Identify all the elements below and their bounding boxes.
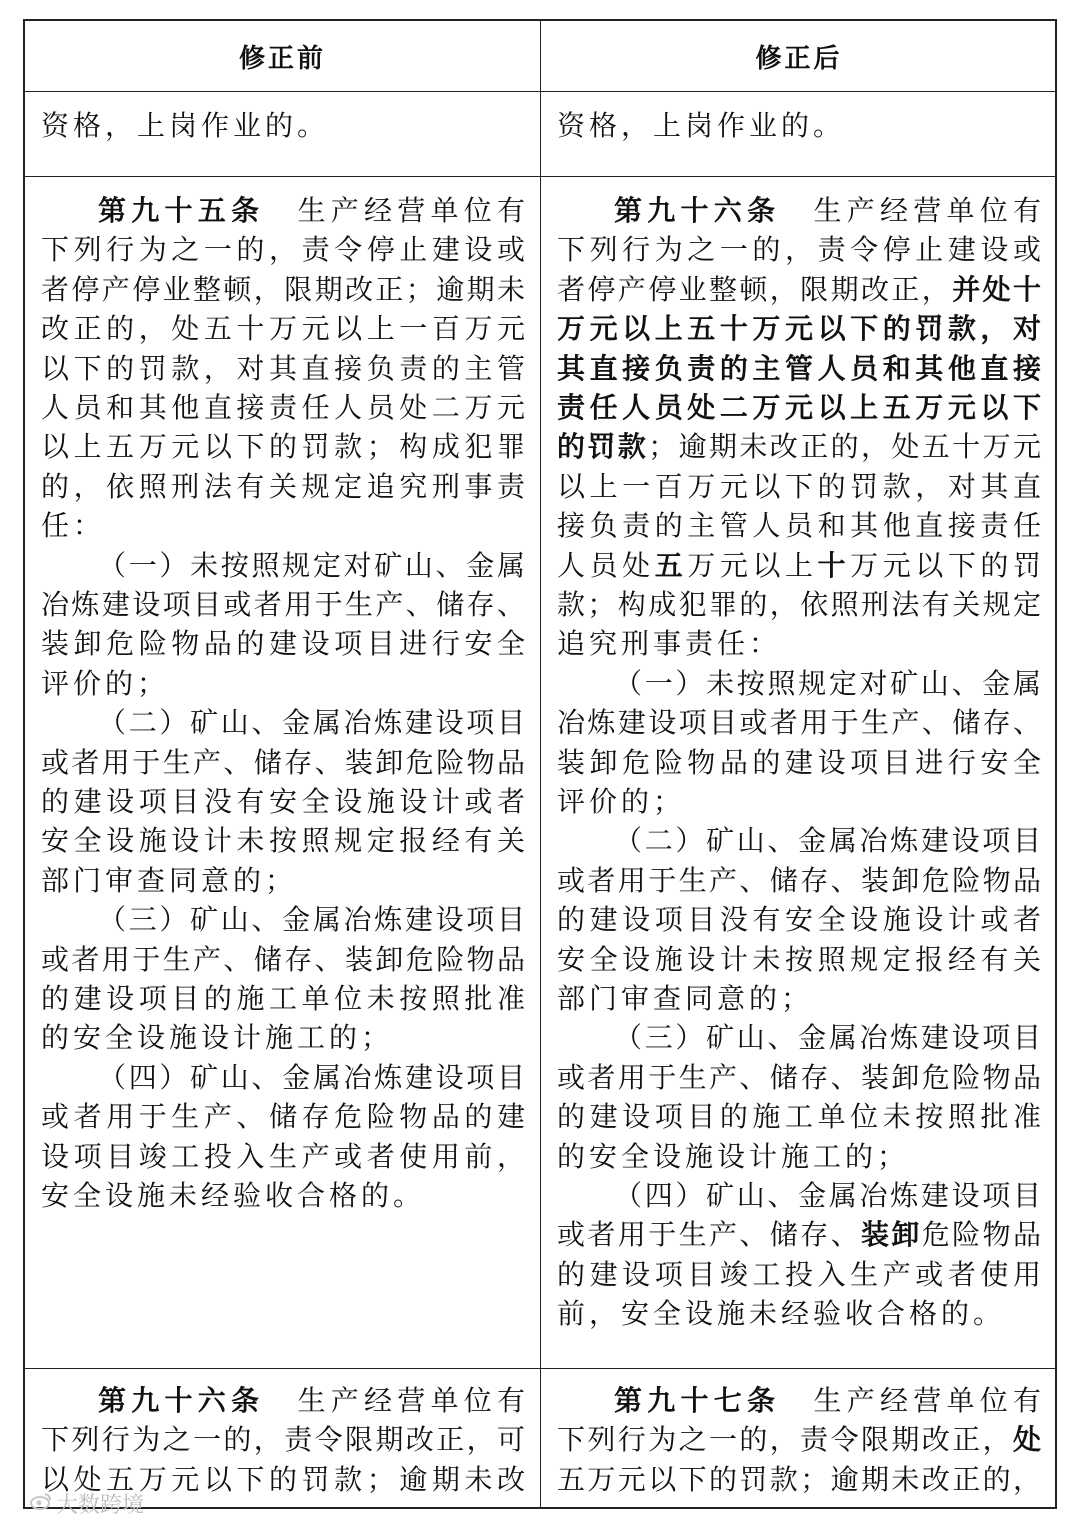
text-line bbox=[557, 1137, 1041, 1176]
text-line bbox=[41, 585, 525, 624]
text-line bbox=[41, 349, 525, 388]
text-line bbox=[557, 106, 1041, 145]
text-segment: 安全设施设计未按照规定报经有关 bbox=[41, 824, 525, 858]
text-segment: 资格，上岗作业的。 bbox=[41, 109, 330, 142]
text-line bbox=[41, 506, 525, 545]
text-line bbox=[41, 309, 525, 348]
text-line bbox=[41, 861, 525, 900]
text-segment: 以上五万元以下的罚款；构成犯罪 bbox=[41, 430, 525, 464]
text-line bbox=[557, 743, 1041, 782]
text-segment: 部门审查同意的； bbox=[41, 863, 298, 897]
bold-segment: 第九十七条 bbox=[614, 1384, 781, 1417]
text-line bbox=[557, 861, 1041, 900]
text-line bbox=[41, 940, 525, 979]
text-line bbox=[557, 1381, 1041, 1420]
text-line bbox=[557, 664, 1041, 703]
text-line bbox=[557, 467, 1041, 506]
text-line bbox=[41, 979, 525, 1018]
text-line bbox=[557, 1255, 1041, 1294]
text-line bbox=[41, 546, 525, 585]
text-segment: 冶炼建设项目或者用于生产、储存、 bbox=[41, 588, 525, 621]
text-line bbox=[557, 585, 1041, 624]
text-line bbox=[557, 309, 1041, 348]
row-divider bbox=[25, 91, 1055, 92]
text-segment: 冶炼建设项目或者用于生产、储存、 bbox=[557, 706, 1041, 740]
text-line bbox=[41, 664, 525, 703]
bold-segment: 装卸 bbox=[860, 1218, 922, 1252]
text-segment: 五万元以下的罚款；逾期未改正的， bbox=[557, 1462, 1041, 1496]
text-line bbox=[41, 427, 525, 466]
text-line bbox=[557, 1215, 1041, 1254]
text-segment: 者停产停业整顿，限期改正， bbox=[557, 272, 953, 306]
header-before: 修正前 bbox=[238, 43, 326, 74]
text-line bbox=[557, 624, 1041, 663]
text-line bbox=[41, 1137, 525, 1176]
text-segment: 或者用于生产、储存、 bbox=[557, 1218, 861, 1252]
text-segment: 的，依照刑法有关规定追究刑事责 bbox=[41, 469, 525, 503]
text-segment: （四）矿山、金属冶炼建设项目 bbox=[98, 1060, 525, 1094]
text-segment: 人员处 bbox=[557, 548, 655, 582]
bold-segment: 第九十六条 bbox=[98, 1384, 265, 1417]
text-segment: （三）矿山、金属冶炼建设项目 bbox=[614, 1021, 1041, 1055]
text-segment: 设项目竣工投入生产或者使用前， bbox=[41, 1139, 525, 1173]
text-line bbox=[41, 782, 525, 821]
bold-segment: 第九十六条 bbox=[614, 194, 781, 227]
row-divider bbox=[25, 176, 1055, 177]
text-segment: 前，安全设施未经验收合格的。 bbox=[557, 1297, 1006, 1331]
text-segment: 的建设项目竣工投入生产或者使用 bbox=[557, 1257, 1041, 1291]
text-line bbox=[41, 1018, 525, 1057]
text-segment: 的建设项目没有安全设施设计或者 bbox=[557, 903, 1041, 937]
text-segment: 的建设项目的施工单位未按照批准 bbox=[41, 982, 525, 1015]
text-line bbox=[41, 703, 525, 742]
bold-segment: 万元以上五十万元以下的罚款，对 bbox=[557, 312, 1041, 346]
text-segment: （四）矿山、金属冶炼建设项目 bbox=[614, 1179, 1041, 1212]
text-segment: （二）矿山、金属冶炼建设项目 bbox=[614, 824, 1041, 858]
text-line bbox=[557, 703, 1041, 742]
text-segment: 或者用于生产、储存、装卸危险物品 bbox=[557, 863, 1041, 897]
text-segment: 追究刑事责任： bbox=[557, 627, 782, 661]
text-line bbox=[557, 1097, 1041, 1136]
weibo-icon bbox=[30, 1491, 52, 1516]
text-line bbox=[557, 1176, 1041, 1215]
text-segment: 生产经营单位有 bbox=[264, 1384, 525, 1417]
text-line bbox=[41, 1381, 525, 1420]
text-line bbox=[557, 1460, 1041, 1499]
text-segment: 下列行为之一的，责令停止建设或 bbox=[41, 233, 525, 267]
text-segment: 装卸危险物品的建设项目进行安全 bbox=[41, 627, 525, 661]
text-segment: 的建设项目的施工单位未按照批准 bbox=[557, 1100, 1041, 1134]
text-line bbox=[41, 1420, 525, 1459]
text-segment: 任： bbox=[41, 509, 106, 543]
text-line bbox=[41, 191, 525, 230]
text-line bbox=[557, 782, 1041, 821]
text-segment: 生产经营单位有 bbox=[264, 194, 525, 227]
bold-segment: 其直接负责的主管人员和其他直接 bbox=[557, 351, 1041, 385]
text-segment: 的建设项目没有安全设施设计或者 bbox=[41, 785, 525, 818]
text-segment: 的安全设施设计施工的； bbox=[557, 1139, 910, 1173]
text-segment: 资格，上岗作业的。 bbox=[557, 109, 846, 142]
text-line bbox=[557, 427, 1041, 466]
text-segment: （三）矿山、金属冶炼建设项目 bbox=[98, 903, 525, 937]
text-segment: 的安全设施设计施工的； bbox=[41, 1021, 394, 1055]
text-line bbox=[41, 1058, 525, 1097]
text-line bbox=[557, 506, 1041, 545]
text-segment: 下列行为之一的，责令停止建设或 bbox=[557, 233, 1041, 267]
text-line bbox=[41, 900, 525, 939]
header-after: 修正后 bbox=[755, 43, 843, 74]
watermark bbox=[30, 1488, 144, 1519]
text-segment: 接负责的主管人员和其他直接责任 bbox=[557, 509, 1041, 543]
text-line bbox=[557, 900, 1041, 939]
text-segment: （一）未按照规定对矿山、金属 bbox=[614, 666, 1041, 700]
text-segment: 以下的罚款，对其直接负责的主管 bbox=[41, 351, 525, 385]
text-segment: 者停产停业整顿，限期改正；逾期未 bbox=[41, 272, 525, 306]
text-line bbox=[557, 940, 1041, 979]
text-segment: ；逾期未改正的，处五十万元 bbox=[648, 430, 1041, 464]
text-segment: 生产经营单位有 bbox=[780, 194, 1041, 227]
text-segment: 改正的，处五十万元以上一百万元 bbox=[41, 312, 525, 346]
text-segment: 评价的； bbox=[41, 666, 170, 700]
text-segment: 危险物品 bbox=[921, 1218, 1041, 1252]
text-line bbox=[41, 1097, 525, 1136]
bold-segment: 责任人员处二万元以上五万元以下 bbox=[557, 391, 1041, 424]
text-line bbox=[557, 1420, 1041, 1459]
text-segment: 评价的； bbox=[557, 785, 686, 818]
text-segment: 安全设施设计未按照规定报经有关 bbox=[557, 942, 1041, 976]
bold-segment: 的罚款 bbox=[557, 430, 649, 464]
text-line bbox=[41, 624, 525, 663]
bold-segment: 处 bbox=[1012, 1423, 1041, 1457]
row-divider bbox=[25, 1368, 1055, 1369]
text-segment: 或者用于生产、储存、装卸危险物品 bbox=[41, 745, 525, 779]
text-segment: 款；构成犯罪的，依照刑法有关规定 bbox=[557, 588, 1041, 621]
comparison-table bbox=[23, 19, 1057, 1509]
text-line bbox=[41, 230, 525, 269]
text-segment: 万元以上 bbox=[687, 548, 818, 582]
text-line bbox=[41, 467, 525, 506]
bold-segment: 并处十 bbox=[952, 272, 1041, 306]
text-segment: 装卸危险物品的建设项目进行安全 bbox=[557, 745, 1041, 779]
text-segment: 或者用于生产、储存、装卸危险物品 bbox=[557, 1060, 1041, 1094]
watermark-text: 大数跨境 bbox=[56, 1493, 145, 1518]
text-line bbox=[41, 106, 525, 145]
text-segment: 以上一百万元以下的罚款，对其直 bbox=[557, 469, 1041, 503]
text-segment: （一）未按照规定对矿山、金属 bbox=[98, 548, 525, 582]
text-segment: 下列行为之一的，责令限期改正，可 bbox=[41, 1423, 525, 1457]
text-segment: 人员和其他直接责任人员处二万元 bbox=[41, 391, 525, 424]
text-line bbox=[41, 388, 525, 427]
text-segment: 安全设施未经验收合格的。 bbox=[41, 1179, 426, 1212]
bold-segment: 十 bbox=[817, 548, 851, 582]
text-line bbox=[557, 191, 1041, 230]
text-line bbox=[41, 821, 525, 860]
text-segment: （二）矿山、金属冶炼建设项目 bbox=[98, 706, 525, 740]
text-line bbox=[557, 979, 1041, 1018]
column-divider bbox=[540, 21, 541, 1507]
text-segment: 下列行为之一的，责令限期改正， bbox=[557, 1423, 1013, 1457]
text-segment: 以处五万元以下的罚款；逾期未改 bbox=[41, 1462, 525, 1496]
text-line bbox=[557, 821, 1041, 860]
text-segment: 万元以下的罚 bbox=[850, 548, 1041, 582]
text-line bbox=[41, 1176, 525, 1215]
text-line bbox=[557, 230, 1041, 269]
text-line bbox=[557, 270, 1041, 309]
text-segment: 部门审查同意的； bbox=[557, 982, 814, 1015]
text-line bbox=[41, 743, 525, 782]
bold-segment: 五 bbox=[654, 548, 688, 582]
text-line bbox=[557, 388, 1041, 427]
text-line bbox=[41, 270, 525, 309]
text-line bbox=[557, 1058, 1041, 1097]
text-line bbox=[557, 1018, 1041, 1057]
text-segment: 或者用于生产、储存危险物品的建 bbox=[41, 1100, 525, 1134]
bold-segment: 第九十五条 bbox=[98, 194, 265, 227]
text-line bbox=[557, 349, 1041, 388]
text-segment: 或者用于生产、储存、装卸危险物品 bbox=[41, 942, 525, 976]
text-segment: 生产经营单位有 bbox=[780, 1384, 1041, 1417]
text-line bbox=[557, 546, 1041, 585]
text-line bbox=[557, 1294, 1041, 1333]
